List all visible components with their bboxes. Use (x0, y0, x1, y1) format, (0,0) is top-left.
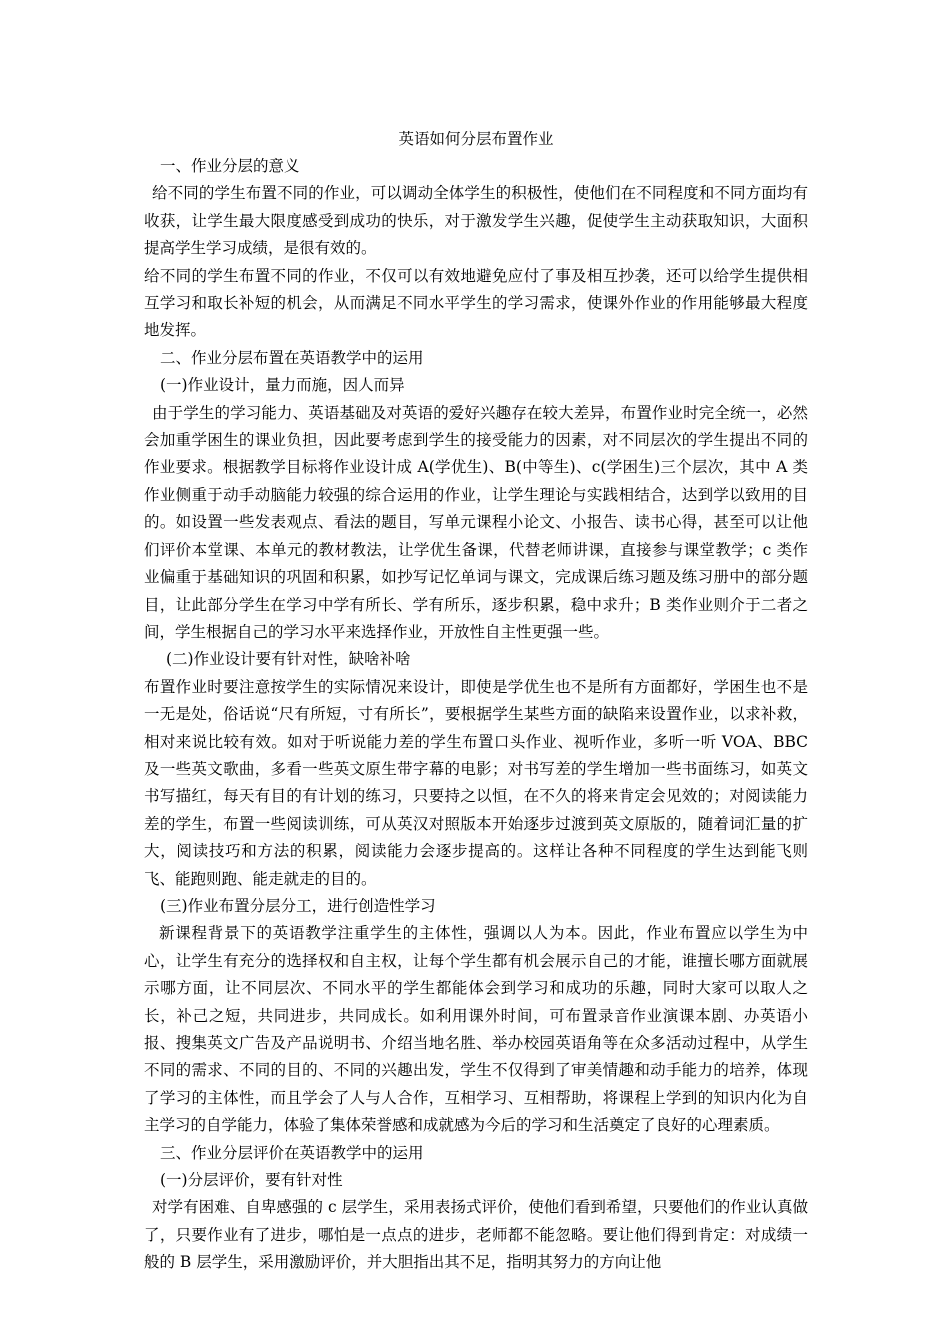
section-heading-1: 一、作业分层的意义 (160, 157, 300, 175)
paragraph: 由于学生的学习能力、英语基础及对英语的爱好兴趣存在较大差异，布置作业时完全统一，必然会加重学困生的课业负担，因此要考虑到学生的接受能力的因素，对不同层次的学生提出不同的作业要求。根据教学目标将作业设计成 A(学优生)、B(中等生)、c(学困生)三个层次，其中 A 类作业侧重于动手动脑能力较强的综合运用的作业，让学生理论与实践相结合，达到学以致用的目的。如设置一些发表观点、看法的题目，写单元课程小论文、小报告、读书心得，甚至可以让他们评价本堂课、本单元的教材教法，让学优生备课，代替老师讲课，直接参与课堂教学；c 类作业偏重于基础知识的巩固和积累，如抄写记忆单词与课文，完成课后练习题及练习册中的部分题目，让此部分学生在学习中学有所长、学有所乐，逐步积累，稳中求升；B 类作业则介于二者之间，学生根据自己的学习水平来选择作业，开放性自主性更强一些。 (144, 403, 808, 641)
section-heading-3: 三、作业分层评价在英语教学中的运用 (160, 1143, 424, 1162)
subsection-heading: (三)作业布置分层分工，进行创造性学习 (160, 896, 436, 915)
section-heading-2: 二、作业分层布置在英语教学中的运用 (160, 348, 424, 367)
subsection-heading: (一)分层评价，要有针对性 (160, 1171, 343, 1190)
subsection-heading: (一)作业设计，量力而施，因人而异 (160, 376, 405, 395)
paragraph: 布置作业时要注意按学生的实际情况来设计，即使是学优生也不是所有方面都好，学困生也不是一无是处，俗话说“尺有所短，寸有所长”，要根据学生某些方面的缺陷来设置作业，以求补救，相对来说比较有效。如对于听说能力差的学生布置口头作业、视听作业，多听一听 VOA、BBC 及一些英文歌曲，多看一些英文原生带字幕的电影；对书写差的学生增加一些书面练习，如英文书写描红，每天有目的有计划的练习，只要持之以恒，在不久的将来肯定会见效的；对阅读能力差的学生，布置一些阅读训练，可从英汉对照版本开始逐步过渡到英文原版的，随着词汇量的扩大，阅读技巧和方法的积累，阅读能力会逐步提高的。这样让各种不同程度的学生达到能飞则飞、能跑则跑、能走就走的目的。 (144, 677, 808, 888)
document-title: 英语如何分层布置作业 (398, 130, 554, 148)
paragraph: 给不同的学生布置不同的作业，不仅可以有效地避免应付了事及相互抄袭，还可以给学生提供相互学习和取长补短的机会，从而满足不同水平学生的学习需求，使课外作业的作用能够最大程度地发挥。 (144, 266, 808, 340)
paragraph: 新课程背景下的英语教学注重学生的主体性，强调以人为本。因此，作业布置应以学生为中心，让学生有充分的选择权和自主权，让每个学生都有机会展示自己的才能，谁擅长哪方面就展示哪方面，让不同层次、不同水平的学生都能体会到学习和成功的乐趣，同时大家可以取人之长，补己之短，共同进步，共同成长。如利用课外时间，可布置录音作业演课本剧、办英语小报、搜集英文广告及产品说明书、介绍当地名胜、举办校园英语角等在众多活动过程中，从学生不同的需求、不同的目的、不同的兴趣出发，学生不仅得到了审美情趣和动手能力的培养，体现了学习的主体性，而且学会了人与人合作，互相学习、互相帮助，将课程上学到的知识内化为自主学习的自学能力，体验了集体荣誉感和成就感为今后的学习和生活奠定了良好的心理素质。 (144, 924, 808, 1135)
paragraph: 给不同的学生布置不同的作业，可以调动全体学生的积极性，使他们在不同程度和不同方面均有收获，让学生最大限度感受到成功的快乐，对于激发学生兴趣，促使学生主动获取知识，大面积提高学生学习成绩，是很有效的。 (144, 184, 808, 258)
subsection-heading: (二)作业设计要有针对性，缺啥补啥 (166, 650, 411, 669)
paragraph: 对学有困难、自卑感强的 c 层学生，采用表扬式评价，使他们看到希望，只要他们的作业认真做了，只要作业有了进步，哪怕是一点点的进步，老师都不能忽略。要让他们得到肯定：对成绩一般的 B 层学生，采用激励评价，并大胆指出其不足，指明其努力的方向让他 (144, 1198, 808, 1272)
